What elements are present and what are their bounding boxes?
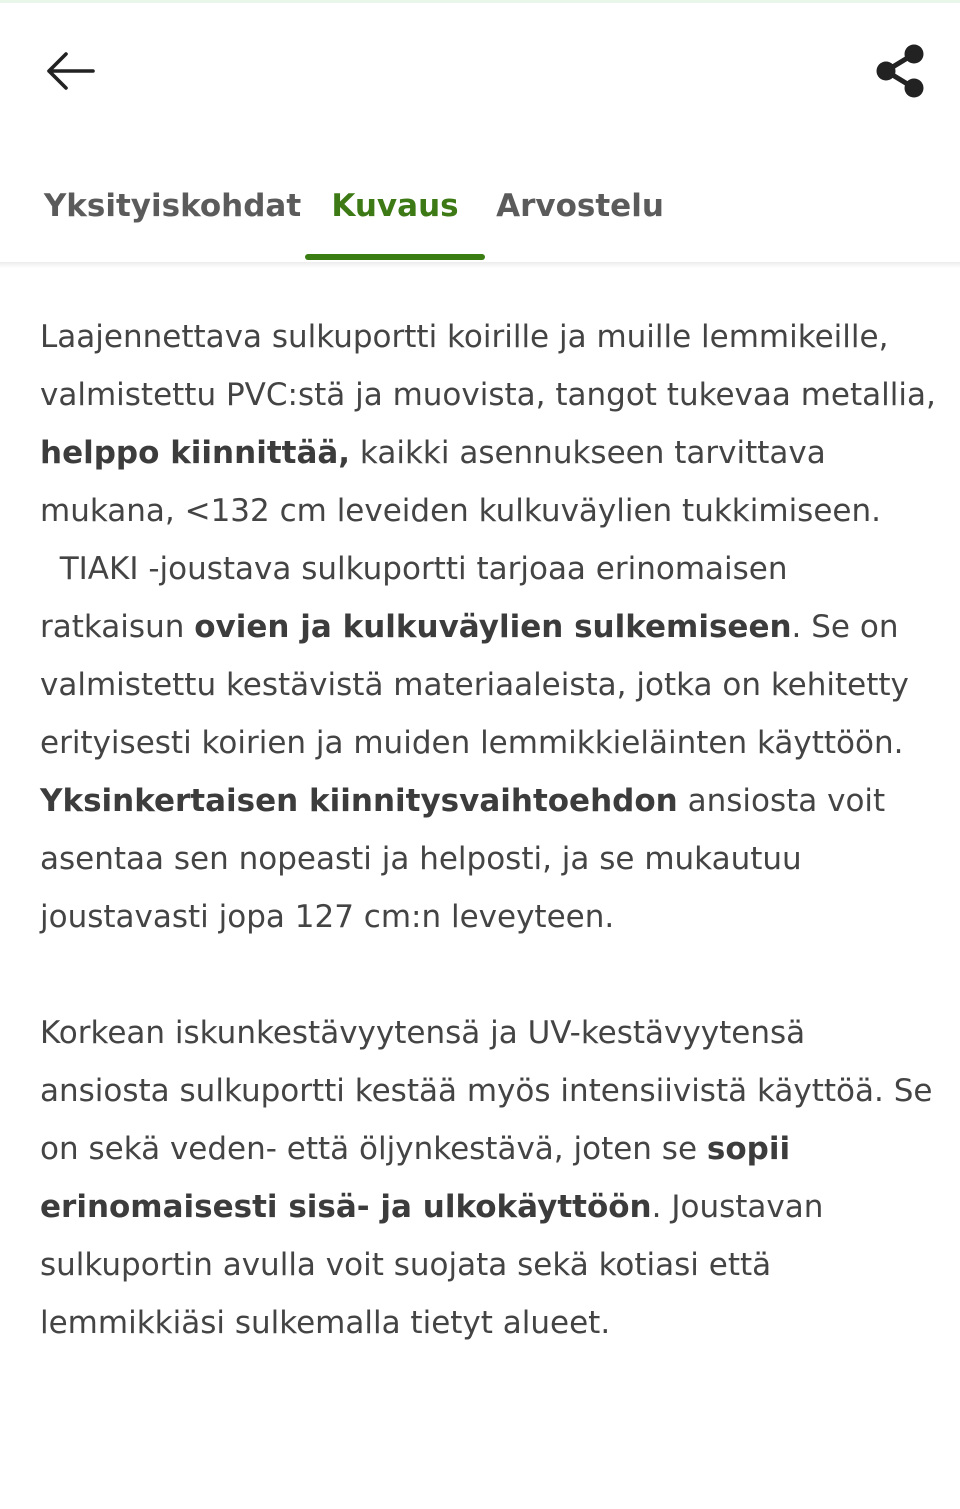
description-content [40, 308, 940, 1352]
description-text: . Se on valmistettu kestävistä materiaaleista, jotka on kehitetty erityisesti koirien ja muiden lemmikkieläinten käyttöön. [40, 609, 919, 761]
description-paragraph-2 [40, 540, 940, 946]
active-tab-indicator [305, 254, 485, 260]
tab-kuvaus[interactable]: Kuvaus [331, 188, 459, 224]
description-bold-text: Yksinkertaisen kiinnitysvaihtoehdon [40, 783, 678, 819]
description-paragraph-1 [40, 308, 940, 540]
app-bar [0, 0, 960, 140]
description-bold-text: ovien ja kulkuväylien sulkemiseen [194, 609, 792, 645]
description-text: . Joustavan sulkuportin avulla voit suojata sekä kotiasi että lemmikkiäsi sulkemalla tietyt alueet. [40, 1189, 824, 1341]
description-bold-text: sopii erinomaisesti sisä- ja ulkokäyttöön [40, 1131, 791, 1225]
description-text: kaikki asennukseen tarvittava mukana, <132 cm leveiden kulkuväylien tukkimiseen. [40, 435, 881, 529]
tab-yksityiskohdat[interactable]: Yksityiskohdat [43, 188, 302, 224]
description-text: TIAKI -joustava sulkuportti tarjoaa erinomaisen ratkaisun [40, 551, 798, 645]
description-text: Laajennettava sulkuportti koirille ja muille lemmikeille, valmistettu PVC:stä ja muovista, tangot tukevaa metallia, [40, 319, 936, 413]
share-icon [874, 44, 926, 98]
description-paragraph-3 [40, 1004, 940, 1352]
paragraph-gap [40, 946, 940, 1004]
description-text: ansiosta voit asentaa sen nopeasti ja helposti, ja se mukautuu joustavasti jopa 127 cm:n leveyteen. [40, 783, 896, 935]
tabs-divider [0, 262, 960, 268]
share-button[interactable] [860, 36, 940, 106]
description-text: Korkean iskunkestävyytensä ja UV-kestävyytensä ansiosta sulkuportti kestää myös intensiivistä käyttöä. Se on sekä veden- että öljynkestävä, joten se [40, 1015, 933, 1167]
description-bold-text: helppo kiinnittää, [40, 435, 351, 471]
back-button[interactable] [30, 36, 110, 106]
tab-arvostelu[interactable]: Arvostelu [496, 188, 664, 224]
tab-bar [0, 150, 960, 262]
arrow-left-icon [44, 51, 96, 91]
